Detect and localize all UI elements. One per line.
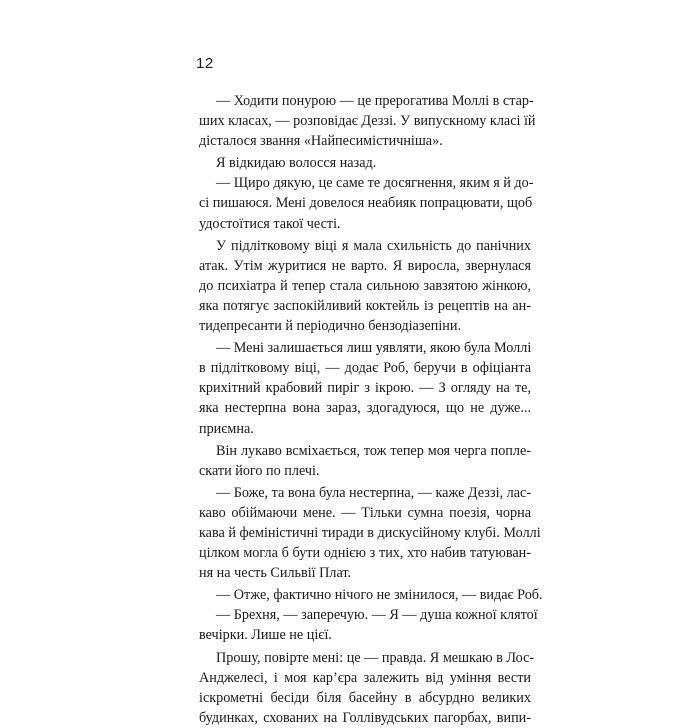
text-line: скати його по плечі. — [199, 462, 320, 479]
text-line: каво обіймаючи мене. — Тільки сумна поезія, чорна — [199, 504, 531, 521]
text-line: — Брехня, — заперечую. — Я — душа кожної клятої — [216, 607, 538, 624]
text-line: Він лукаво всміхається, тож тепер моя черга попле- — [216, 442, 531, 459]
text-line: — Боже, та вона була нестерпна, — каже Деззі, лас- — [216, 484, 532, 501]
text-line: ня на честь Сильвії Плат. — [199, 565, 352, 582]
paragraph — [199, 648, 535, 728]
paragraph — [199, 585, 543, 605]
text-line: — Мені залишається лиш уявляти, якою була Моллі — [216, 340, 532, 357]
text-line: — Отже, фактично нічого не змінилося, — видає Роб. — [216, 587, 543, 604]
text-line: в підлітковому віці, — додає Роб, беручи в офіціанта — [199, 360, 531, 377]
paragraph — [199, 153, 531, 173]
text-line: Я відкидаю волосся назад. — [216, 155, 377, 172]
text-line: цілком могла б бути однією з тих, хто набив татуюван- — [199, 545, 531, 562]
text-line: Анджелесі, і моя кар’єра залежить від уміння вести — [199, 669, 531, 686]
text-line: атак. Утім журитися не варто. Я виросла, звернулася — [199, 257, 531, 274]
paragraph — [199, 91, 536, 151]
text-line: Прошу, повірте мені: це — правда. Я мешкаю в Лос- — [216, 649, 535, 666]
text-line: іскрометні бесіди біля басейну в абсурдно великих — [199, 689, 531, 706]
text-line: яка нестерпна вона зараз, здогадуюся, що не дуже... — [199, 400, 531, 417]
text-line: крихітний крабовий пиріг з ікрою. — З огляду на те, — [199, 380, 531, 397]
paragraph — [199, 338, 531, 438]
paragraph — [199, 605, 538, 645]
text-line: вечірки. Лише не цієї. — [199, 627, 332, 644]
body-text — [199, 91, 543, 728]
text-line: У підлітковому віці я мала схильність до панічних — [216, 237, 531, 254]
text-line: кава й феміністичні тиради в дискусійному клубі. Моллі — [199, 524, 541, 541]
text-line: до психіатра й тепер стала сильною завзятою жінкою, — [199, 277, 531, 294]
text-line: — Ходити понурою — це прерогатива Моллі в стар- — [216, 93, 534, 109]
page-number: 12 — [196, 55, 214, 72]
text-line: сі пишаюся. Мені довелося неабияк попрацювати, щоб — [199, 195, 533, 212]
text-line: — Щиро дякую, це саме те досягнення, яким я й до- — [216, 175, 534, 192]
text-line: яка потягує заспокійливий коктейль із рецептів на ан- — [199, 297, 531, 314]
paragraph — [199, 236, 531, 336]
text-line: удостоїтися такої честі. — [199, 215, 341, 232]
text-line: приємна. — [199, 420, 254, 437]
text-line: тидепресанти й періодично бензодіазепіни. — [199, 318, 462, 335]
paragraph — [199, 173, 534, 233]
text-line: дісталося звання «Найпесимістичніша». — [199, 133, 443, 150]
paragraph — [199, 441, 531, 481]
text-line: будинках, схованих на Голлівудських пагорбах, випи- — [199, 709, 531, 726]
paragraph — [199, 483, 541, 583]
text-line: ших класах, — розповідає Деззі. У випускному класі їй — [199, 113, 536, 130]
